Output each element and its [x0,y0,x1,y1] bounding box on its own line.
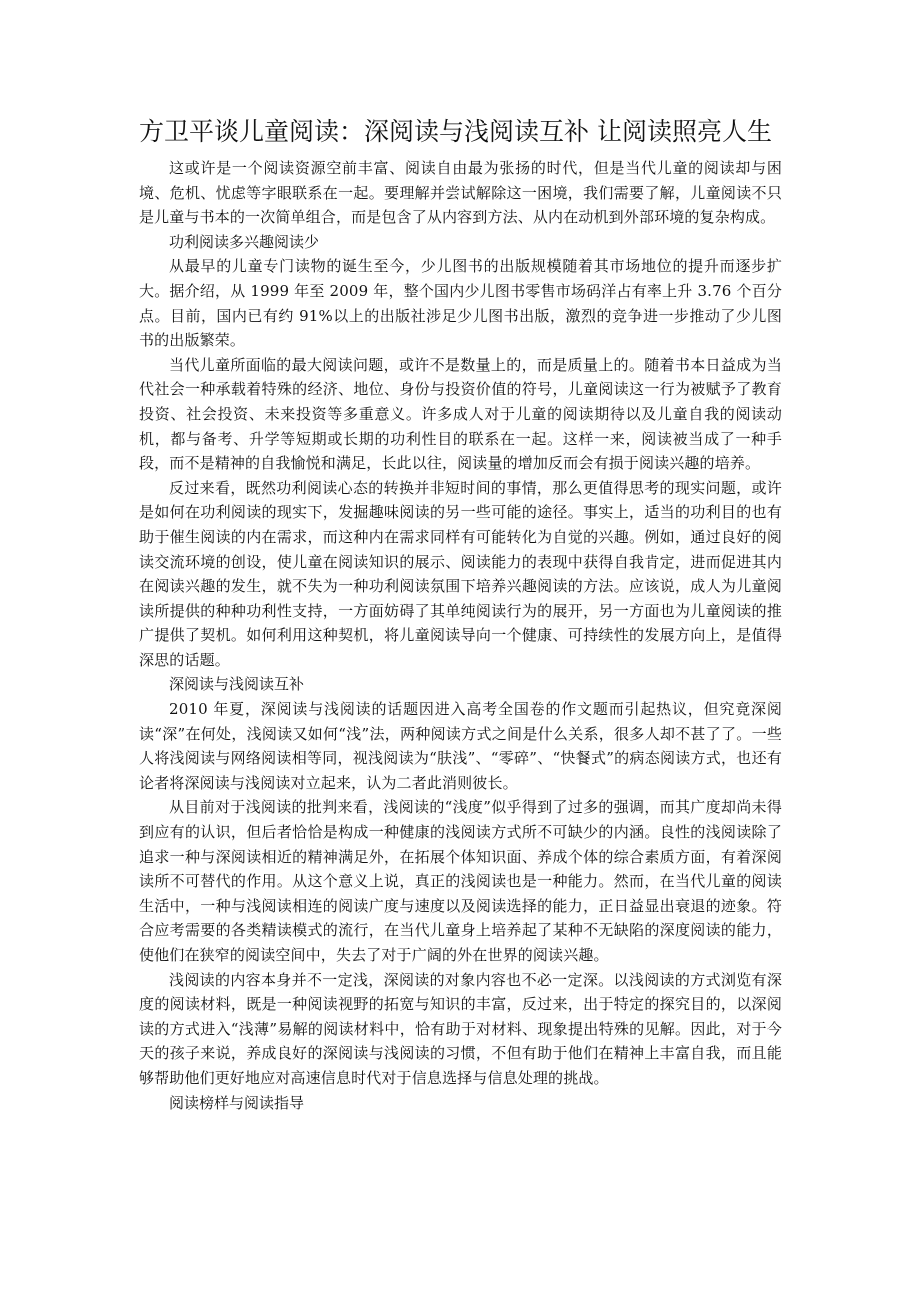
document-title: 方卫平谈儿童阅读：深阅读与浅阅读互补 让阅读照亮人生 [139,117,772,146]
paragraph-2010-debate: 2010 年夏，深阅读与浅阅读的话题因进入高考全国卷的作文题而引起热议，但究竟深阅读“深”在何处，浅阅读又如何“浅”法，两种阅读方式之间是什么关系，很多人却不甚了了。一些人将浅阅读与网络阅读相等同，视浅阅读为“肤浅”、“零碎”、“快餐式”的病态阅读方式，也还有论者将深阅读与浅阅读对立起来，认为二者此消则彼长。 [139,700,782,792]
section-heading-reading-models: 阅读榜样与阅读指导 [169,1093,305,1112]
section-heading-utilitarian-reading: 功利阅读多兴趣阅读少 [169,232,320,251]
paragraph-publishing-growth: 从最早的儿童专门读物的诞生至今，少儿图书的出版规模随着其市场地位的提升而逐步扩大。据介绍，从 1999 年至 2009 年，整个国内少儿图书零售市场码洋占有率上升 3.76 个百分点。目前，国内已有约 91%以上的出版社涉足少儿图书出版，激烈的竞争进一步推动了少儿图书的出版繁荣。 [139,257,782,350]
document-page [139,112,782,1115]
paragraph-shallow-breadth: 从目前对于浅阅读的批判来看，浅阅读的“浅度”似乎得到了过多的强调，而其广度却尚未得到应有的认识，但后者恰恰是构成一种健康的浅阅读方式所不可缺少的内涵。良性的浅阅读除了追求一种与深阅读相近的精神满足外，在拓展个体知识面、养成个体的综合素质方面，有着深阅读所不可替代的作用。从这个意义上说，真正的浅阅读也是一种能力。然而，在当代儿童的阅读生活中，一种与浅阅读相连的阅读广度与速度以及阅读选择的能力，正日益显出衰退的迹象。符合应考需要的各类精读模式的流行，在当代儿童身上培养起了某种不无缺陷的深度阅读的能力，使他们在狭窄的阅读空间中，失去了对于广阔的外在世界的阅读兴趣。 [139,798,782,964]
paragraph-quality-problem: 当代儿童所面临的最大阅读问题，或许不是数量上的，而是质量上的。随着书本日益成为当代社会一种承载着特殊的经济、地位、身份与投资价值的符号，儿童阅读这一行为被赋予了教育投资、社会投资、未来投资等多重意义。许多成人对于儿童的阅读期待以及儿童自我的阅读动机，都与备考、升学等短期或长期的功利性目的联系在一起。这样一来，阅读被当成了一种手段，而不是精神的自我愉悦和满足，长此以往，阅读量的增加反而会有损于阅读兴趣的培养。 [139,355,782,473]
paragraph-intro: 这或许是一个阅读资源空前丰富、阅读自由最为张扬的时代，但是当代儿童的阅读却与困境、危机、忧虑等字眼联系在一起。要理解并尝试解除这一困境，我们需要了解，儿童阅读不只是儿童与书本的一次简单组合，而是包含了从内容到方法、从内在动机到外部环境的复杂构成。 [139,159,782,227]
paragraph-content-depth: 浅阅读的内容本身并不一定浅，深阅读的对象内容也不必一定深。以浅阅读的方式浏览有深度的阅读材料，既是一种阅读视野的拓宽与知识的丰富，反过来，出于特定的探究目的，以深阅读的方式进入“浅薄”易解的阅读材料中，恰有助于对材料、现象提出特殊的见解。因此，对于今天的孩子来说，养成良好的深阅读与浅阅读的习惯，不但有助于他们在精神上丰富自我，而且能够帮助他们更好地应对高速信息时代对于信息选择与信息处理的挑战。 [139,970,782,1087]
section-heading-deep-shallow: 深阅读与浅阅读互补 [169,675,305,694]
paragraph-interest-paths: 反过来看，既然功利阅读心态的转换并非短时间的事情，那么更值得思考的现实问题，或许是如何在功利阅读的现实下，发掘趣味阅读的另一些可能的途径。事实上，适当的功利目的也有助于催生阅读的内在需求，而这种内在需求同样有可能转化为自觉的兴趣。例如，通过良好的阅读交流环境的创设，使儿童在阅读知识的展示、阅读能力的表现中获得自我肯定，进而促进其内在阅读兴趣的发生，就不失为一种功利阅读氛围下培养兴趣阅读的方法。应该说，成人为儿童阅读所提供的种种功利性支持，一方面妨碍了其单纯阅读行为的展开，另一方面也为儿童阅读的推广提供了契机。如何利用这种契机，将儿童阅读导向一个健康、可持续性的发展方向上，是值得深思的话题。 [139,478,782,669]
